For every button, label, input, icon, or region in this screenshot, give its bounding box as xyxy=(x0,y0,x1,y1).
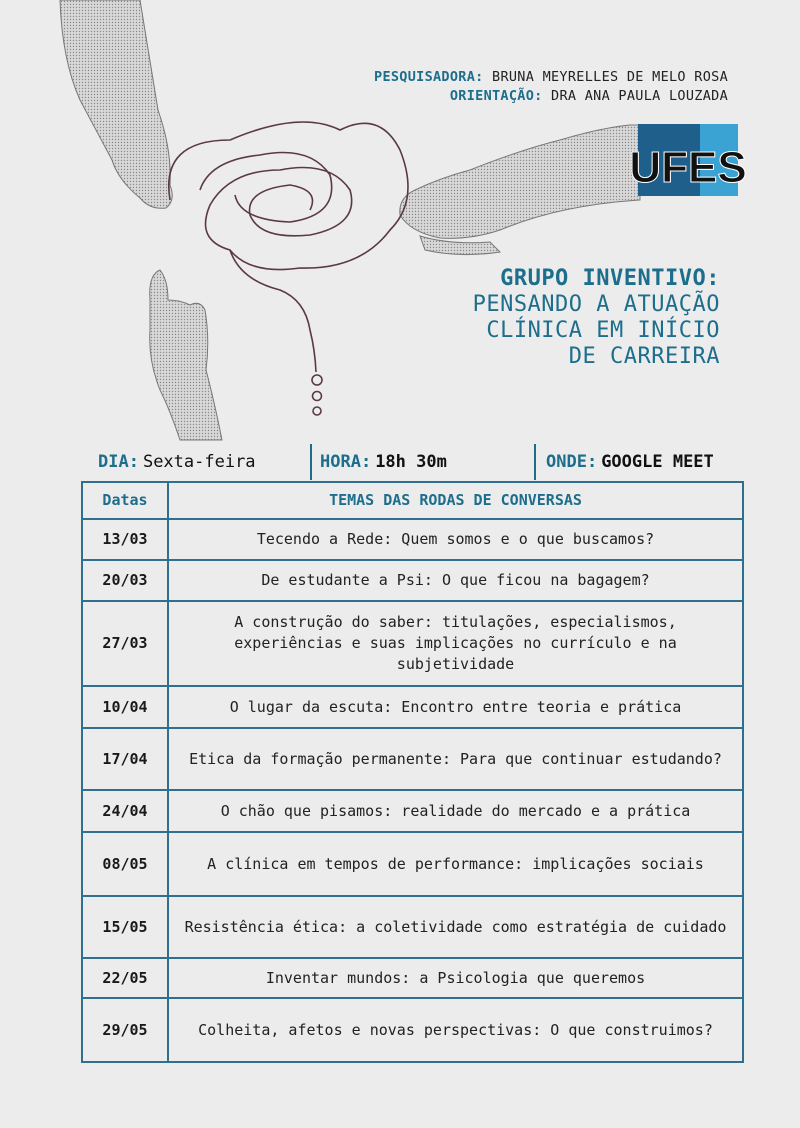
row-date: 20/03 xyxy=(82,560,168,601)
row-topic: Etica da formação permanente: Para que continuar estudando? xyxy=(168,728,743,790)
title-line-2: CLÍNICA EM INÍCIO xyxy=(486,318,720,343)
credits-block xyxy=(374,68,728,106)
title-line-3: DE CARREIRA xyxy=(568,344,720,369)
researcher-name: BRUNA MEYRELLES DE MELO ROSA xyxy=(492,69,728,85)
row-topic: Colheita, afetos e novas perspectivas: O que construimos? xyxy=(168,998,743,1062)
day-info xyxy=(82,444,310,480)
row-topic: Tecendo a Rede: Quem somos e o que buscamos? xyxy=(168,519,743,560)
row-date: 08/05 xyxy=(82,832,168,896)
hands-thread-illustration xyxy=(0,0,800,440)
row-date: 24/04 xyxy=(82,790,168,832)
row-topic: A construção do saber: titulações, especialismos, experiências e suas implicações no currículo e na subjetividade xyxy=(168,601,743,686)
table-header-row xyxy=(82,482,743,519)
time-label: HORA: xyxy=(320,452,372,472)
place-label: ONDE: xyxy=(546,452,598,472)
table-row xyxy=(82,519,743,560)
time-info xyxy=(312,444,534,480)
row-date: 17/04 xyxy=(82,728,168,790)
advisor-line xyxy=(374,87,728,106)
bottom-hand-icon xyxy=(150,270,222,440)
table-row xyxy=(82,998,743,1062)
row-date: 13/03 xyxy=(82,519,168,560)
top-hand-icon xyxy=(60,0,172,208)
table-row xyxy=(82,560,743,601)
row-date: 10/04 xyxy=(82,686,168,728)
row-topic: Inventar mundos: a Psicologia que queremos xyxy=(168,958,743,998)
row-topic: O lugar da escuta: Encontro entre teoria e prática xyxy=(168,686,743,728)
row-topic: O chão que pisamos: realidade do mercado e a prática xyxy=(168,790,743,832)
title-main: GRUPO INVENTIVO: xyxy=(500,266,720,291)
row-date: 15/05 xyxy=(82,896,168,958)
event-info-bar xyxy=(82,442,744,482)
row-date: 29/05 xyxy=(82,998,168,1062)
dates-header: Datas xyxy=(82,482,168,519)
time-value: 18h 30m xyxy=(375,452,447,472)
row-date: 27/03 xyxy=(82,601,168,686)
title-line-1: PENSANDO A ATUAÇÃO xyxy=(472,292,720,317)
topics-header: TEMAS DAS RODAS DE CONVERSAS xyxy=(168,482,743,519)
table-row xyxy=(82,958,743,998)
row-topic: Resistência ética: a coletividade como estratégia de cuidado xyxy=(168,896,743,958)
advisor-name: DRA ANA PAULA LOUZADA xyxy=(551,88,728,104)
svg-text:UFES: UFES xyxy=(629,143,747,192)
table-row xyxy=(82,686,743,728)
place-info xyxy=(536,444,714,480)
right-hand-icon xyxy=(400,125,640,255)
row-topic: A clínica em tempos de performance: implicações sociais xyxy=(168,832,743,896)
day-label: DIA: xyxy=(98,452,139,472)
event-title xyxy=(473,266,720,370)
advisor-label: ORIENTAÇÃO: xyxy=(449,88,543,104)
row-date: 22/05 xyxy=(82,958,168,998)
table-row xyxy=(82,728,743,790)
ufes-logo xyxy=(629,124,747,196)
researcher-line xyxy=(374,68,728,87)
table-row xyxy=(82,896,743,958)
table-row xyxy=(82,601,743,686)
table-row xyxy=(82,790,743,832)
row-topic: De estudante a Psi: O que ficou na bagagem? xyxy=(168,560,743,601)
table-row xyxy=(82,832,743,896)
schedule-table xyxy=(81,481,744,1063)
place-value: GOOGLE MEET xyxy=(601,452,714,472)
researcher-label: PESQUISADORA: xyxy=(374,69,484,85)
day-value: Sexta-feira xyxy=(142,452,256,472)
